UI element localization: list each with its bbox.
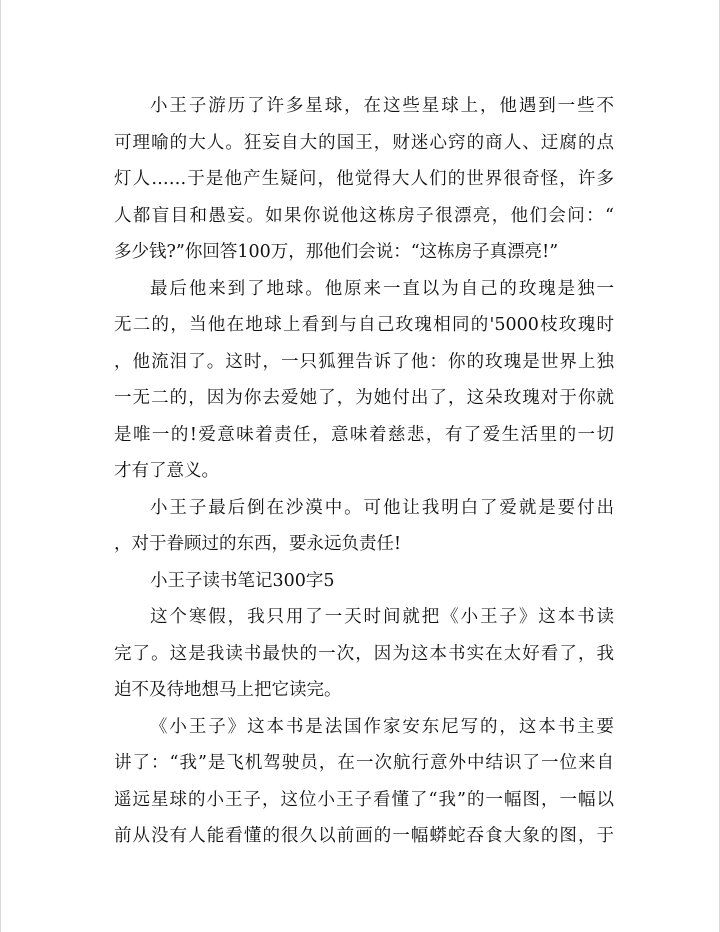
- text-line: 完了。这是我读书最快的一次，因为这本书实在太好看了，我: [114, 643, 614, 664]
- text-line: 这个寒假，我只用了一天时间就把《小王子》这本书读: [150, 607, 614, 627]
- text-line: 人都盲目和愚妄。如果你说他这栋房子很漂亮，他们会问：“: [114, 205, 614, 226]
- text-line: 才有了意义。: [114, 461, 219, 481]
- text-line: 前从没有人能看懂的很久以前画的一幅蟒蛇吞食大象的图，于: [114, 826, 614, 846]
- text-line: 灯人……于是他产生疑问，他觉得大人们的世界很奇怪，许多: [114, 169, 614, 189]
- section-heading: 小王子读书笔记300字5: [150, 570, 335, 591]
- text-line: 《小王子》这本书是法国作家安东尼写的，这本书主要: [150, 716, 614, 737]
- text-line: 多少钱?”你回答100万，那他们会说：“这栋房子真漂亮!”: [114, 242, 559, 262]
- document-body: [114, 88, 614, 855]
- text-line: ，对于眷顾过的东西，要永远负责任!: [114, 534, 402, 554]
- text-line: 最后他来到了地球。他原来一直以为自己的玫瑰是独一: [150, 278, 614, 299]
- text-line: 讲了：“我”是飞机驾驶员，在一次航行意外中结识了一位来自: [114, 753, 614, 773]
- text-line: 可理喻的大人。狂妄自大的国王，财迷心窍的商人、迂腐的点: [114, 132, 614, 153]
- text-line: 小王子最后倒在沙漠中。可他让我明白了爱就是要付出: [150, 497, 614, 518]
- text-line: 是唯一的!爱意味着责任，意味着慈悲，有了爱生活里的一切: [114, 424, 614, 445]
- text-line: 无二的，当他在地球上看到与自己玫瑰相同的'5000枝玫瑰时: [114, 315, 614, 335]
- text-line: 遥远星球的小王子，这位小王子看懂了“我”的一幅图，一幅以: [114, 789, 614, 810]
- text-line: 一无二的，因为你去爱她了，为她付出了，这朵玫瑰对于你就: [114, 388, 614, 408]
- text-line: ，他流泪了。这时，一只狐狸告诉了他：你的玫瑰是世界上独: [114, 351, 614, 372]
- text-line: 小王子游历了许多星球，在这些星球上，他遇到一些不: [150, 96, 614, 116]
- text-line: 迫不及待地想马上把它读完。: [114, 680, 342, 700]
